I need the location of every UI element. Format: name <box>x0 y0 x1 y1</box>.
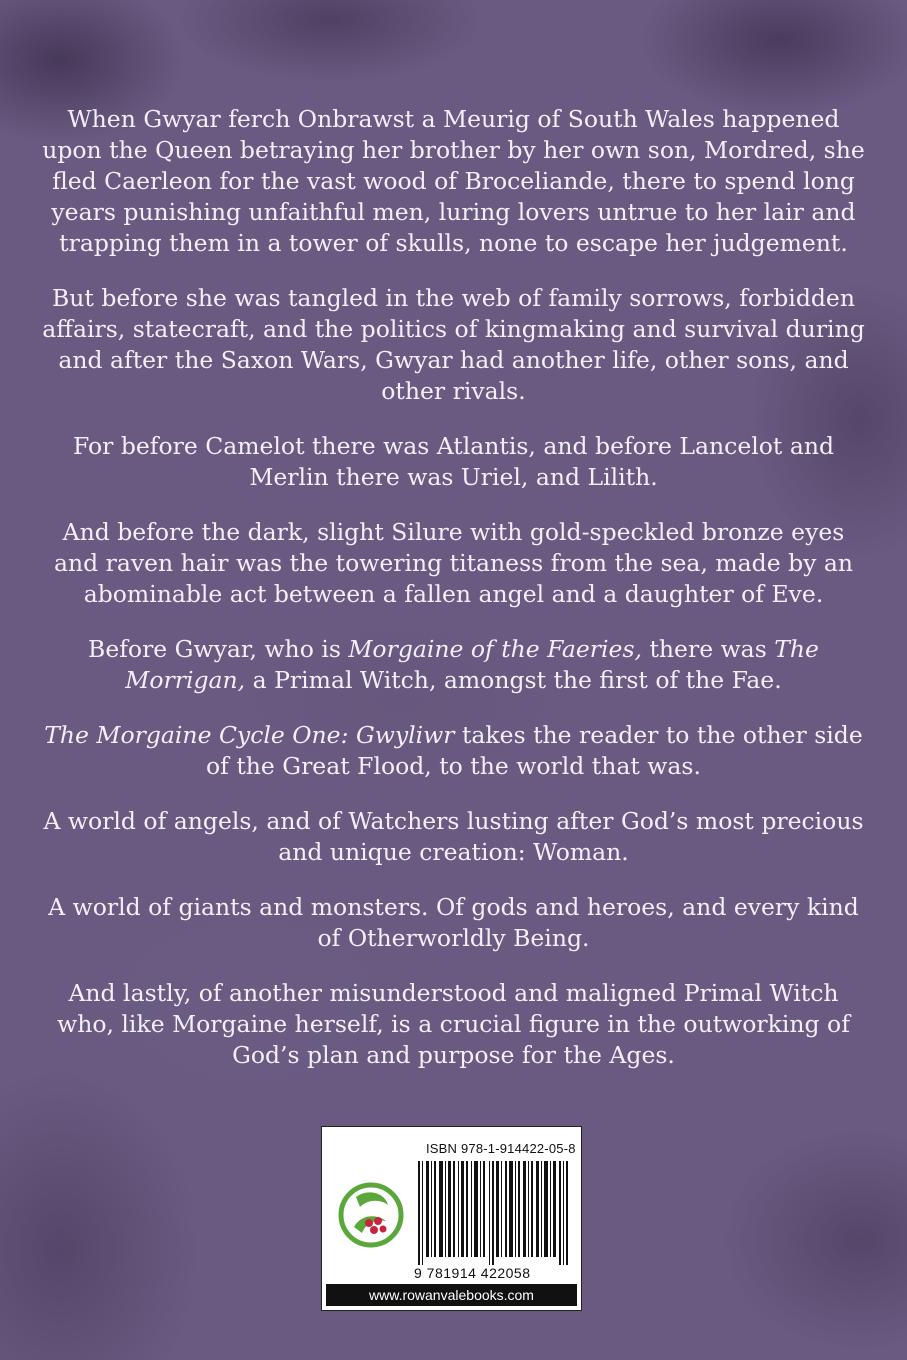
p5-italic-d: The Morrigan, <box>125 635 819 694</box>
blurb-text <box>40 104 867 1095</box>
blurb-paragraph-6 <box>40 720 867 782</box>
publisher-url[interactable]: www.rowanvalebooks.com <box>326 1284 577 1306</box>
rowanvale-berries-logo-icon <box>336 1175 406 1255</box>
p6-text: takes the reader to the other side of the Great Flood, to the world that was. <box>206 721 863 780</box>
barcode-bars <box>418 1161 568 1265</box>
p5-text-c: there was <box>642 635 775 663</box>
p6-italic-title: The Morgaine Cycle One: Gwyliwr <box>44 721 455 749</box>
blurb-paragraph-4: And before the dark, slight Silure with gold-speckled bronze eyes and raven hair was the towering titaness from the sea, made by an abominable act between a fallen angel and a daughter of Eve. <box>53 518 854 608</box>
blurb-paragraph-3: For before Camelot there was Atlantis, and before Lancelot and Merlin there was Uriel, and Lilith. <box>72 432 835 491</box>
barcode-box <box>321 1126 582 1311</box>
blurb-paragraph-8: A world of giants and monsters. Of gods and heroes, and every kind of Otherworldly Being. <box>48 893 859 952</box>
p5-text-a: Before Gwyar, who is <box>88 635 349 663</box>
p5-text-e: a Primal Witch, amongst the first of the Fae. <box>245 666 782 694</box>
blurb-paragraph-5 <box>40 634 867 696</box>
blurb-paragraph-2: But before she was tangled in the web of family sorrows, forbidden affairs, statecraft, and the politics of kingmaking and survival during and after the Saxon Wars, Gwyar had another life, other sons, and other rivals. <box>42 284 865 405</box>
blurb-paragraph-9: And lastly, of another misunderstood and maligned Primal Witch who, like Morgaine herself, is a crucial figure in the outworking of God’s plan and purpose for the Ages. <box>57 979 850 1069</box>
p5-italic-b: Morgaine of the Faeries, <box>348 635 642 663</box>
isbn-label: ISBN 978-1-914422-05-8 <box>426 1141 576 1156</box>
blurb-paragraph-7: A world of angels, and of Watchers lusting after God’s most precious and unique creation: Woman. <box>43 807 864 866</box>
isbn-digits: 9 781914 422058 <box>414 1265 531 1281</box>
blurb-paragraph-1: When Gwyar ferch Onbrawst a Meurig of South Wales happened upon the Queen betraying her brother by her own son, Mordred, she fled Caerleon for the vast wood of Broceliande, there to spend long years punishing unfaithful men, luring lovers untrue to her lair and trapping them in a tower of skulls, none to escape her judgement. <box>42 105 865 257</box>
